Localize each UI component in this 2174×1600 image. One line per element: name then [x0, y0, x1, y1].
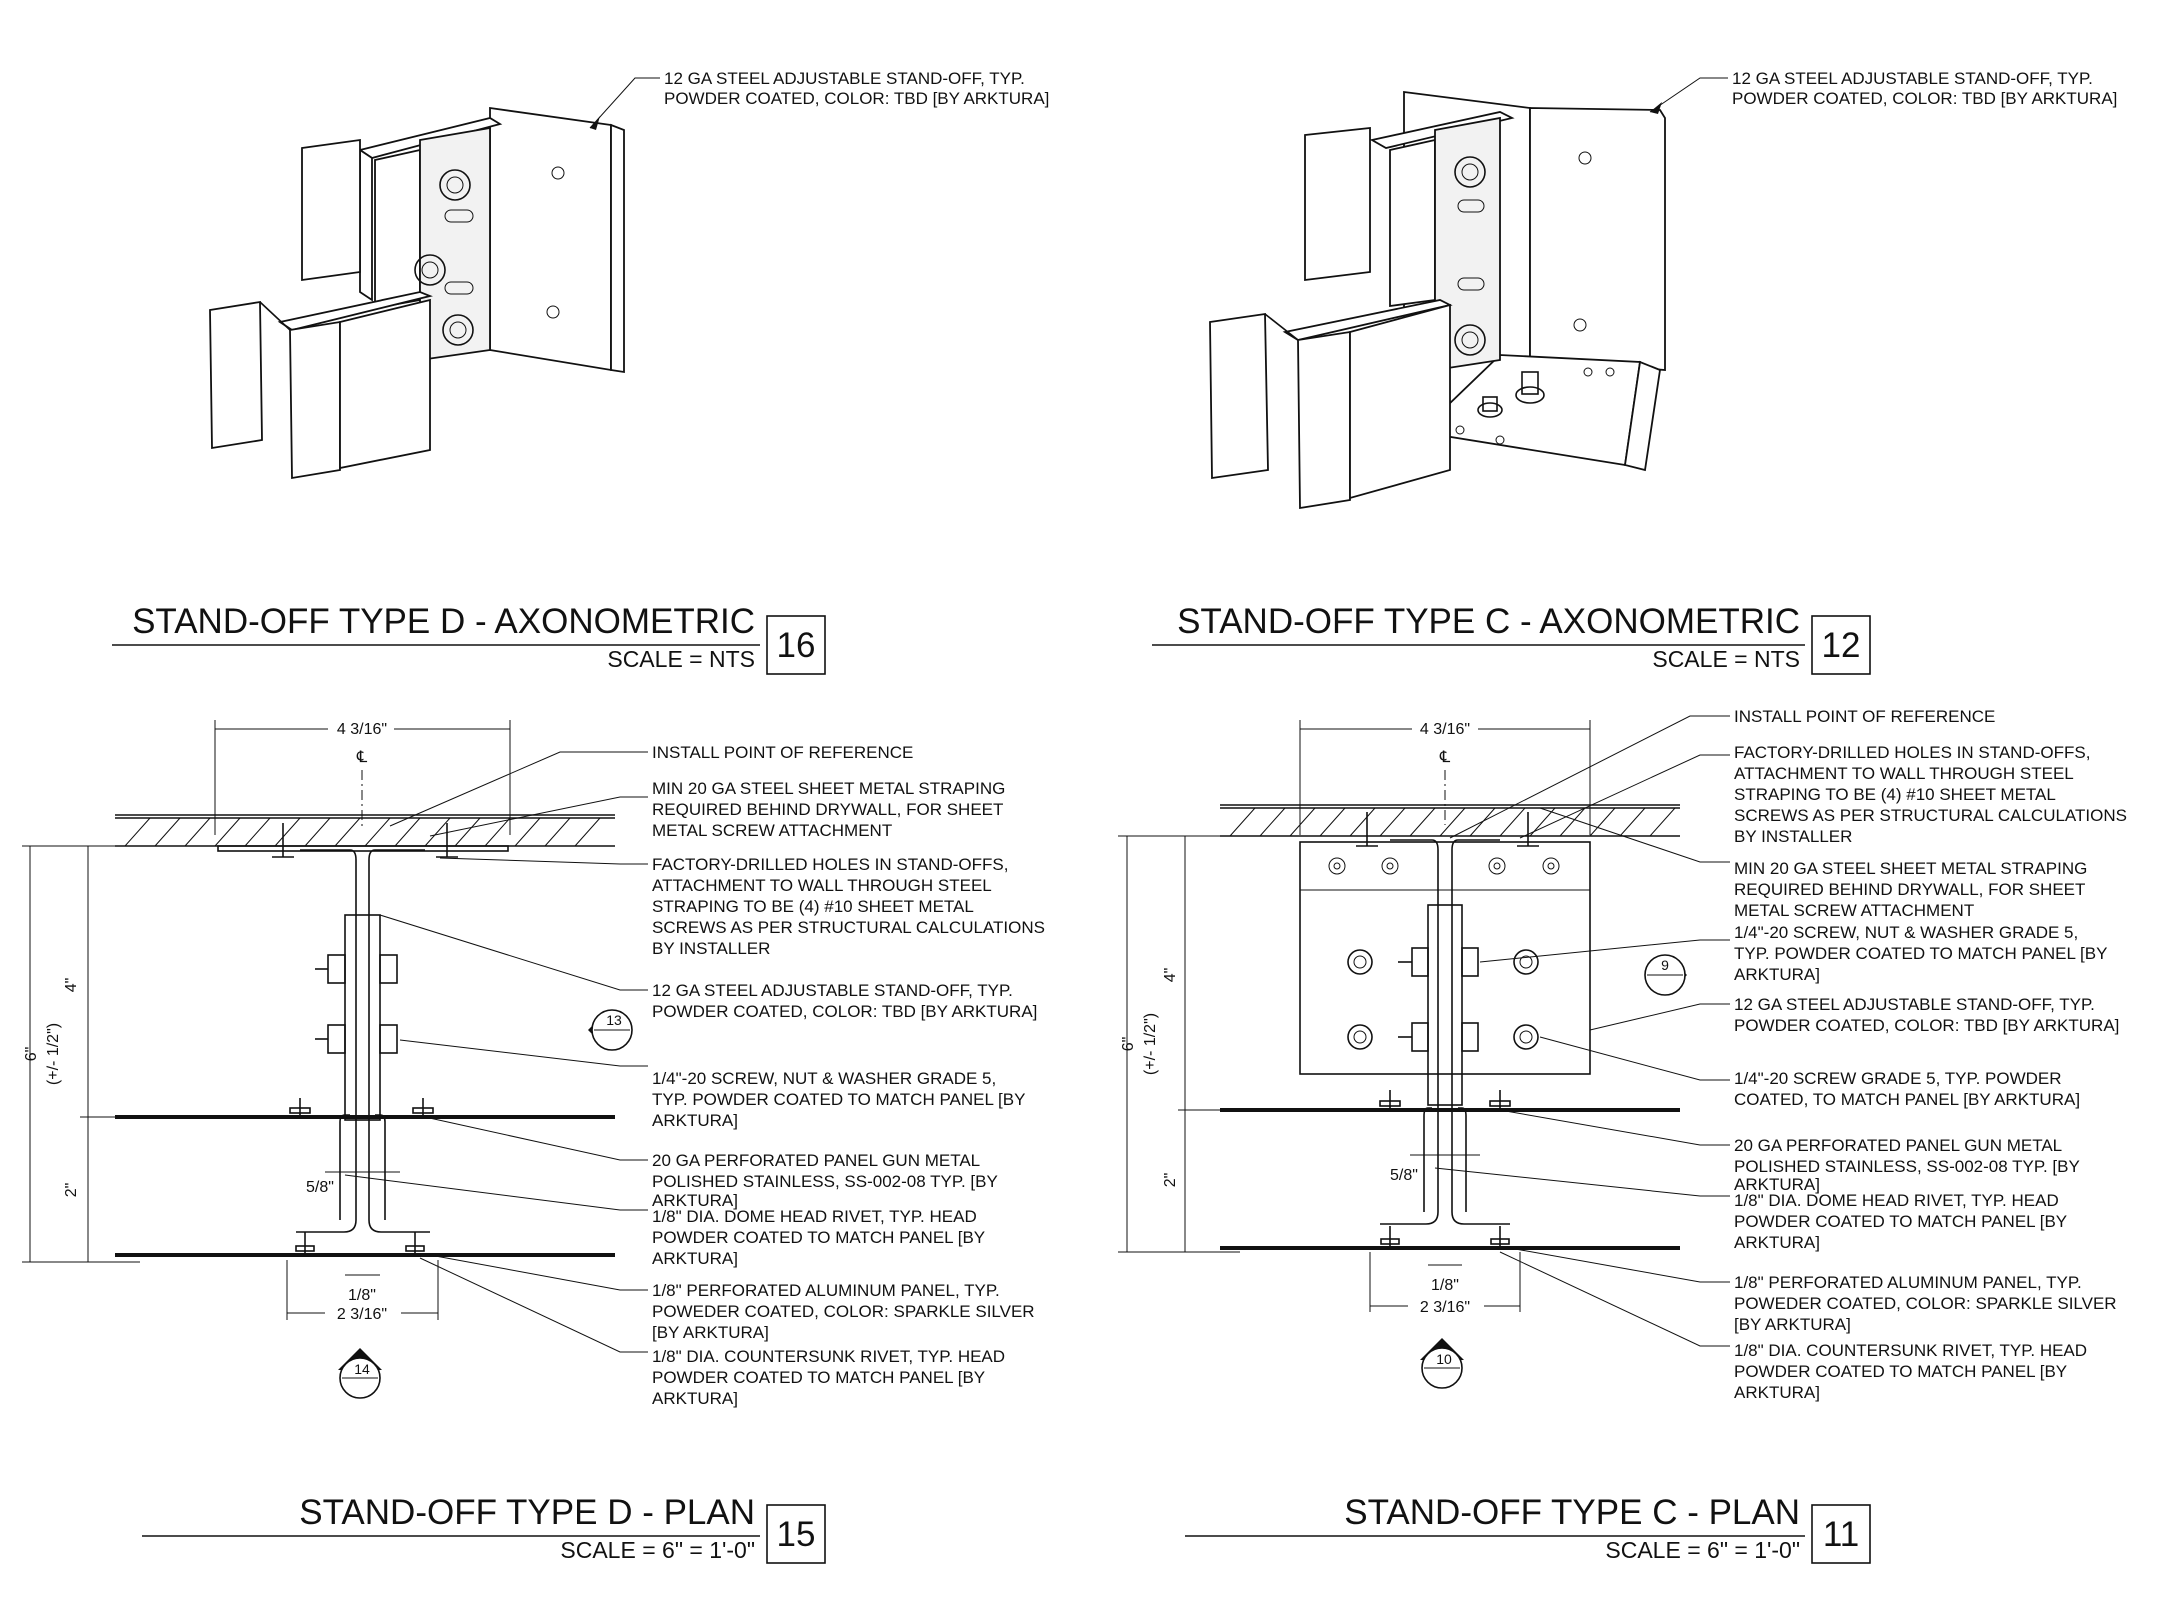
plan-notes [1734, 707, 2127, 1402]
drawing-number: 11 [1822, 1515, 1860, 1554]
svg-text:ARKTURA]: ARKTURA] [1734, 965, 1820, 984]
dim-gap: 5/8" [1390, 1167, 1418, 1184]
wall-screw-icon [1356, 812, 1539, 846]
dim-lower: 2" [63, 1182, 80, 1198]
svg-text:ARKTURA]: ARKTURA] [652, 1191, 738, 1210]
svg-text:ATTACHMENT TO WALL THROUGH STE: ATTACHMENT TO WALL THROUGH STEEL [1734, 764, 2074, 783]
dim-top-width: 4 3/16" [1419, 721, 1471, 738]
svg-text:[BY ARKTURA]: [BY ARKTURA] [652, 1323, 769, 1342]
svg-text:SCREWS AS PER STRUCTURAL CALCU: SCREWS AS PER STRUCTURAL CALCULATIONS [1734, 806, 2127, 825]
svg-text:STRAPING TO BE (4) #10 SHEET M: STRAPING TO BE (4) #10 SHEET METAL [1734, 785, 2056, 804]
dim-overall: 6" [23, 1046, 40, 1062]
svg-text:ARKTURA]: ARKTURA] [1734, 1233, 1820, 1252]
svg-text:10: 10 [1436, 1351, 1452, 1367]
svg-text:[BY ARKTURA]: [BY ARKTURA] [1734, 1315, 1851, 1334]
lower-tab [1210, 314, 1268, 478]
note-install-point: INSTALL POINT OF REFERENCE [652, 743, 914, 762]
svg-text:POWDER COATED TO MATCH PANEL [: POWDER COATED TO MATCH PANEL [BY [1734, 1362, 2068, 1381]
standoff-profile-right [1452, 840, 1510, 1224]
svg-text:POLISHED STAINLESS, SS-002-08: POLISHED STAINLESS, SS-002-08 TYP. [BY [652, 1172, 998, 1191]
drawing-number: 15 [776, 1515, 816, 1554]
svg-text:POWEDER COATED, COLOR: SPARKLE: POWEDER COATED, COLOR: SPARKLE SILVER [1734, 1294, 2117, 1313]
svg-text:POWDER COATED TO MATCH PANEL [: POWDER COATED TO MATCH PANEL [BY [1734, 1212, 2068, 1231]
svg-text:14: 14 [354, 1361, 370, 1377]
svg-text:20 GA PERFORATED PANEL GUN MET: 20 GA PERFORATED PANEL GUN METAL [652, 1151, 981, 1170]
plan-type-d [22, 718, 1045, 1408]
drawing-number: 12 [1821, 626, 1861, 665]
svg-text:1/4"-20 SCREW GRADE 5, TYP. PO: 1/4"-20 SCREW GRADE 5, TYP. POWDER [1734, 1069, 2062, 1088]
callout-line-1: 12 GA STEEL ADJUSTABLE STAND-OFF, TYP. [664, 69, 1025, 88]
svg-text:BY INSTALLER: BY INSTALLER [652, 939, 771, 958]
svg-text:1/8" PERFORATED ALUMINUM PANEL: 1/8" PERFORATED ALUMINUM PANEL, TYP. [1734, 1273, 2082, 1292]
svg-text:POWDER COATED TO MATCH PANEL [: POWDER COATED TO MATCH PANEL [BY [652, 1368, 986, 1387]
svg-text:REQUIRED BEHIND DRYWALL, FOR S: REQUIRED BEHIND DRYWALL, FOR SHEET [1734, 880, 2086, 899]
svg-text:12 GA STEEL ADJUSTABLE STAND-O: 12 GA STEEL ADJUSTABLE STAND-OFF, TYP. [1734, 995, 2095, 1014]
upper-tab [302, 140, 360, 280]
dim-upper: 4" [1162, 967, 1179, 983]
svg-text:POWDER COATED TO MATCH PANEL [: POWDER COATED TO MATCH PANEL [BY [652, 1228, 986, 1247]
drawing-title: STAND-OFF TYPE C - AXONOMETRIC [1177, 602, 1800, 641]
svg-text:METAL SCREW ATTACHMENT: METAL SCREW ATTACHMENT [1734, 901, 1975, 920]
svg-text:FACTORY-DRILLED HOLES IN STAND: FACTORY-DRILLED HOLES IN STAND-OFFS, [652, 855, 1009, 874]
svg-text:TYP. POWDER COATED TO MATCH PA: TYP. POWDER COATED TO MATCH PANEL [BY [1734, 944, 2108, 963]
svg-text:POWDER COATED, COLOR: TBD [BY: POWDER COATED, COLOR: TBD [BY ARKTURA] [652, 1002, 1038, 1021]
svg-text:20 GA PERFORATED PANEL GUN MET: 20 GA PERFORATED PANEL GUN METAL [1734, 1136, 2063, 1155]
svg-text:1/8" DIA. COUNTERSUNK RIVET, T: 1/8" DIA. COUNTERSUNK RIVET, TYP. HEAD [652, 1347, 1006, 1366]
dim-overall: 6" [1120, 1036, 1137, 1052]
section-tag-9 [1645, 955, 1687, 995]
svg-text:12 GA STEEL ADJUSTABLE STAND-O: 12 GA STEEL ADJUSTABLE STAND-OFF, TYP. [652, 981, 1013, 1000]
wall-hatch [1230, 808, 1675, 836]
dim-thickness: 1/8" [1431, 1277, 1459, 1294]
svg-text:FACTORY-DRILLED HOLES IN STAND: FACTORY-DRILLED HOLES IN STAND-OFFS, [1734, 743, 2091, 762]
svg-text:9: 9 [1661, 957, 1669, 973]
note-install-point: INSTALL POINT OF REFERENCE [1734, 707, 1996, 726]
dim-tolerance: (+/- 1/2") [1142, 1012, 1159, 1076]
drawing-scale: SCALE = NTS [1652, 646, 1800, 672]
dim-thickness: 1/8" [348, 1287, 376, 1304]
svg-text:ARKTURA]: ARKTURA] [652, 1111, 738, 1130]
svg-text:TYP. POWDER COATED TO MATCH PA: TYP. POWDER COATED TO MATCH PANEL [BY [652, 1090, 1026, 1109]
dim-tolerance: (+/- 1/2") [45, 1022, 62, 1086]
svg-text:ARKTURA]: ARKTURA] [1734, 1175, 1820, 1194]
svg-text:STRAPING TO BE (4) #10 SHEET M: STRAPING TO BE (4) #10 SHEET METAL [652, 897, 974, 916]
svg-text:1/8" DIA. DOME HEAD RIVET, TYP: 1/8" DIA. DOME HEAD RIVET, TYP. HEAD [1734, 1191, 2059, 1210]
lower-tab [210, 302, 262, 448]
svg-text:MIN 20 GA STEEL SHEET METAL ST: MIN 20 GA STEEL SHEET METAL STRAPING [652, 779, 1006, 798]
drawing-scale: SCALE = NTS [607, 646, 755, 672]
adjustable-plate [1428, 905, 1462, 1105]
bolt-icon [1348, 950, 1538, 1049]
dim-base-width: 2 3/16" [336, 1306, 388, 1323]
standoff-profile-right [369, 850, 430, 1232]
drawing-title: STAND-OFF TYPE D - PLAN [299, 1493, 755, 1532]
svg-text:1/4"-20 SCREW, NUT & WASHER GR: 1/4"-20 SCREW, NUT & WASHER GRADE 5, [652, 1069, 997, 1088]
title-block-12 [1152, 602, 1870, 674]
svg-text:POWDER COATED, COLOR: TBD [BY: POWDER COATED, COLOR: TBD [BY ARKTURA] [1734, 1016, 2120, 1035]
drawing-scale: SCALE = 6" = 1'-0" [560, 1537, 755, 1563]
dim-lower: 2" [1162, 1172, 1179, 1188]
svg-text:1/8" DIA. DOME HEAD RIVET, TYP: 1/8" DIA. DOME HEAD RIVET, TYP. HEAD [652, 1207, 977, 1226]
svg-text:METAL SCREW ATTACHMENT: METAL SCREW ATTACHMENT [652, 821, 893, 840]
svg-text:BY INSTALLER: BY INSTALLER [1734, 827, 1853, 846]
svg-text:SCREWS AS PER STRUCTURAL CALCU: SCREWS AS PER STRUCTURAL CALCULATIONS [652, 918, 1045, 937]
callout-line-1: 12 GA STEEL ADJUSTABLE STAND-OFF, TYP. [1732, 69, 2093, 88]
dim-gap: 5/8" [306, 1179, 334, 1196]
centerline-symbol: ℄ [1439, 749, 1451, 766]
section-tag-13 [588, 1010, 632, 1050]
title-block-15 [142, 1493, 825, 1563]
svg-text:COATED, TO MATCH PANEL [BY ARK: COATED, TO MATCH PANEL [BY ARKTURA] [1734, 1090, 2081, 1109]
svg-text:REQUIRED BEHIND DRYWALL, FOR S: REQUIRED BEHIND DRYWALL, FOR SHEET [652, 800, 1004, 819]
hole-icon [1329, 858, 1559, 874]
svg-text:POWEDER COATED, COLOR: SPARKLE: POWEDER COATED, COLOR: SPARKLE SILVER [652, 1302, 1035, 1321]
upper-tab [1305, 128, 1370, 280]
svg-text:POLISHED STAINLESS, SS-002-08: POLISHED STAINLESS, SS-002-08 TYP. [BY [1734, 1157, 2080, 1176]
centerline-symbol: ℄ [356, 749, 368, 766]
drawing-number: 16 [776, 626, 816, 665]
drawing-title: STAND-OFF TYPE C - PLAN [1344, 1493, 1800, 1532]
svg-text:1/8" PERFORATED ALUMINUM PANEL: 1/8" PERFORATED ALUMINUM PANEL, TYP. [652, 1281, 1000, 1300]
back-flange [490, 108, 611, 370]
standoff-profile-left [296, 850, 356, 1232]
dim-base-width: 2 3/16" [1419, 1299, 1471, 1316]
svg-text:1/8" DIA. COUNTERSUNK RIVET, T: 1/8" DIA. COUNTERSUNK RIVET, TYP. HEAD [1734, 1341, 2088, 1360]
axonometric-type-d [210, 69, 1049, 478]
plan-notes [652, 743, 1045, 1408]
callout-line-2: POWDER COATED, COLOR: TBD [BY ARKTURA] [664, 89, 1050, 108]
plan-type-c [1118, 707, 2127, 1402]
dim-top-width: 4 3/16" [336, 721, 388, 738]
section-tag-10 [1420, 1338, 1464, 1388]
rivet-icon [290, 1098, 433, 1253]
title-block-16 [112, 602, 825, 674]
dim-upper: 4" [63, 977, 80, 993]
wall-hatch [125, 818, 600, 846]
svg-text:ARKTURA]: ARKTURA] [652, 1389, 738, 1408]
axonometric-type-c [1210, 69, 2117, 508]
svg-text:ATTACHMENT TO WALL THROUGH STE: ATTACHMENT TO WALL THROUGH STEEL [652, 876, 992, 895]
title-block-11 [1185, 1493, 1870, 1563]
svg-text:13: 13 [606, 1012, 622, 1028]
leader-lines [345, 752, 648, 1352]
drawing-scale: SCALE = 6" = 1'-0" [1605, 1537, 1800, 1563]
svg-text:ARKTURA]: ARKTURA] [1734, 1383, 1820, 1402]
adjustable-plate [345, 915, 380, 1120]
svg-text:MIN 20 GA STEEL SHEET METAL ST: MIN 20 GA STEEL SHEET METAL STRAPING [1734, 859, 2088, 878]
callout-line-2: POWDER COATED, COLOR: TBD [BY ARKTURA] [1732, 89, 2118, 108]
drawing-title: STAND-OFF TYPE D - AXONOMETRIC [132, 602, 755, 641]
svg-text:1/4"-20 SCREW, NUT & WASHER GR: 1/4"-20 SCREW, NUT & WASHER GRADE 5, [1734, 923, 2079, 942]
section-tag-14 [338, 1348, 382, 1398]
steel-strap [218, 846, 508, 851]
svg-text:ARKTURA]: ARKTURA] [652, 1249, 738, 1268]
